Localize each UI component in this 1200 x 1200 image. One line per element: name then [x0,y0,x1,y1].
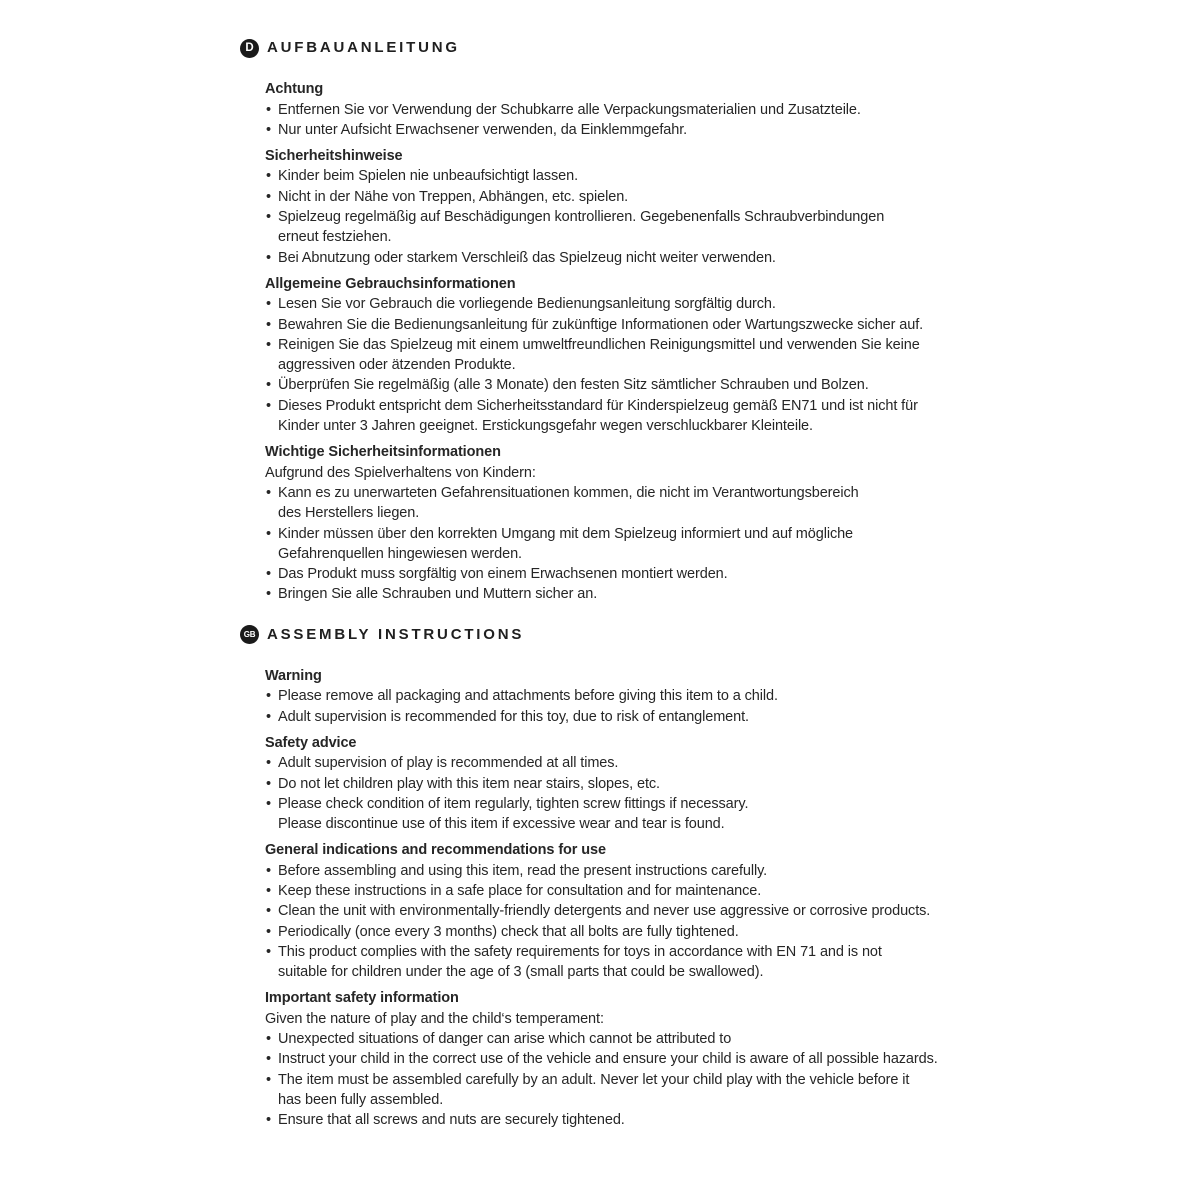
bullet-line: Überprüfen Sie regelmäßig (alle 3 Monate) den festen Sitz sämtlicher Schrauben und Bolzen. [278,377,869,394]
bullet-line: This product complies with the safety requirements for toys in accordance with EN 71 and is not [278,943,882,960]
bullet-line: Kann es zu unerwarteten Gefahrensituationen kommen, die nicht im Verantwortungsbereich [278,484,859,501]
bullet-item [265,100,1040,120]
bullet-line: Kinder müssen über den korrekten Umgang mit dem Spielzeug informiert und auf mögliche [278,525,854,542]
bullet-list [265,100,1040,141]
block-intro: Aufgrund des Spielverhaltens von Kindern: [265,464,536,481]
bullet-line: Lesen Sie vor Gebrauch die vorliegende Bedienungsanleitung sorgfältig durch. [278,296,776,313]
section-blocks [265,666,1040,1131]
bullet-list [265,1029,1040,1130]
bullet-line: Instruct your child in the correct use of the vehicle and ensure your child is aware of all possible hazards. [278,1051,938,1068]
bullet-line: Keep these instructions in a safe place for consultation and for maintenance. [278,882,762,899]
bullet-line: Bewahren Sie die Bedienungsanleitung für zukünftige Informationen oder Wartungszwecke sicher auf. [278,316,924,333]
bullet-item [265,375,1040,395]
bullet-line: Before assembling and using this item, read the present instructions carefully. [278,862,768,879]
bullet-item [265,483,1040,524]
bullet-line: suitable for children under the age of 3 (small parts that could be swallowed). [278,964,764,981]
bullet-item [265,166,1040,186]
bullet-list [265,753,1040,834]
bullet-line: Gefahrenquellen hingewiesen werden. [278,545,522,562]
instruction-block [265,274,1040,436]
bullet-line: Please discontinue use of this item if excessive wear and tear is found. [278,816,725,833]
bullet-item [265,881,1040,901]
bullet-item [265,861,1040,881]
bullet-item [265,686,1040,706]
bullet-item [265,396,1040,437]
bullet-item [265,753,1040,773]
section-blocks [265,79,1040,604]
bullet-list [265,686,1040,727]
bullet-item [265,564,1040,584]
bullet-item [265,187,1040,207]
section-header [240,625,1040,645]
block-heading: Warning [265,668,322,685]
bullet-line: Periodically (once every 3 months) check that all bolts are fully tightened. [278,923,739,940]
bullet-line: has been fully assembled. [278,1091,444,1108]
bullet-list [265,861,1040,983]
bullet-line: Das Produkt muss sorgfältig von einem Erwachsenen montiert werden. [278,566,728,583]
instruction-block [265,733,1040,834]
bullet-item [265,120,1040,140]
bullet-line: Unexpected situations of danger can arise which cannot be attributed to [278,1031,732,1048]
instruction-block [265,79,1040,140]
bullet-item [265,1110,1040,1130]
block-intro: Given the nature of play and the child‘s temperament: [265,1010,604,1027]
section-header [240,38,1040,58]
bullet-line: Do not let children play with this item near stairs, slopes, etc. [278,775,660,792]
bullet-item [265,524,1040,565]
bullet-item [265,942,1040,983]
bullet-item [265,207,1040,248]
bullet-line: erneut festziehen. [278,229,392,246]
language-badge-icon: D [240,39,259,58]
bullet-list [265,166,1040,267]
bullet-item [265,794,1040,835]
block-heading: Allgemeine Gebrauchsinformationen [265,275,516,292]
bullet-line: Spielzeug regelmäßig auf Beschädigungen kontrollieren. Gegebenenfalls Schraubverbindungen [278,209,885,226]
bullet-line: Adult supervision is recommended for this toy, due to risk of entanglement. [278,708,749,725]
bullet-item [265,294,1040,314]
block-heading: Wichtige Sicherheitsinformationen [265,444,501,461]
bullet-line: Reinigen Sie das Spielzeug mit einem umweltfreundlichen Reinigungsmittel und verwenden Sie keine [278,336,920,353]
block-heading: General indications and recommendations for use [265,842,606,859]
section-title: AUFBAUANLEITUNG [267,39,460,56]
bullet-item [265,315,1040,335]
bullet-line: Please check condition of item regularly, tighten screw fittings if necessary. [278,795,749,812]
bullet-line: Kinder unter 3 Jahren geeignet. Erstickungsgefahr wegen verschluckbarer Kleinteile. [278,418,813,435]
bullet-line: Nur unter Aufsicht Erwachsener verwenden, da Einklemmgefahr. [278,121,688,138]
bullet-line: Kinder beim Spielen nie unbeaufsichtigt lassen. [278,168,578,185]
bullet-list [265,483,1040,605]
bullet-line: The item must be assembled carefully by an adult. Never let your child play with the vehicle before it [278,1071,910,1088]
bullet-item [265,774,1040,794]
language-section [240,625,1040,1131]
instruction-block [265,146,1040,268]
block-heading: Achtung [265,81,324,98]
bullet-line: Entfernen Sie vor Verwendung der Schubkarre alle Verpackungsmaterialien und Zusatzteile. [278,101,861,118]
language-badge-icon: GB [240,625,259,644]
bullet-item [265,584,1040,604]
bullet-item [265,248,1040,268]
bullet-line: Dieses Produkt entspricht dem Sicherheitsstandard für Kinderspielzeug gemäß EN71 und ist nicht für [278,397,918,414]
bullet-line: Clean the unit with environmentally-friendly detergents and never use aggressive or corrosive products. [278,903,931,920]
instruction-block [265,666,1040,727]
content [240,38,1040,1131]
bullet-line: aggressiven oder ätzenden Produkte. [278,357,516,374]
bullet-line: Please remove all packaging and attachments before giving this item to a child. [278,688,778,705]
bullet-line: Bringen Sie alle Schrauben und Muttern sicher an. [278,586,598,603]
block-heading: Safety advice [265,734,357,751]
bullet-line: Ensure that all screws and nuts are securely tightened. [278,1112,625,1129]
block-heading: Important safety information [265,990,459,1007]
bullet-item [265,1049,1040,1069]
bullet-item [265,1029,1040,1049]
instruction-block [265,840,1040,982]
bullet-line: Adult supervision of play is recommended at all times. [278,755,619,772]
bullet-line: Bei Abnutzung oder starkem Verschleiß das Spielzeug nicht weiter verwenden. [278,249,776,266]
bullet-item [265,707,1040,727]
instruction-block [265,442,1040,604]
section-title: ASSEMBLY INSTRUCTIONS [267,625,525,643]
block-heading: Sicherheitshinweise [265,148,403,165]
bullet-item [265,901,1040,921]
instruction-block [265,988,1040,1130]
bullet-list [265,294,1040,436]
bullet-line: des Herstellers liegen. [278,505,420,522]
bullet-item [265,1070,1040,1111]
language-section [240,38,1040,605]
bullet-line: Nicht in der Nähe von Treppen, Abhängen, etc. spielen. [278,188,629,205]
bullet-item [265,335,1040,376]
bullet-item [265,922,1040,942]
